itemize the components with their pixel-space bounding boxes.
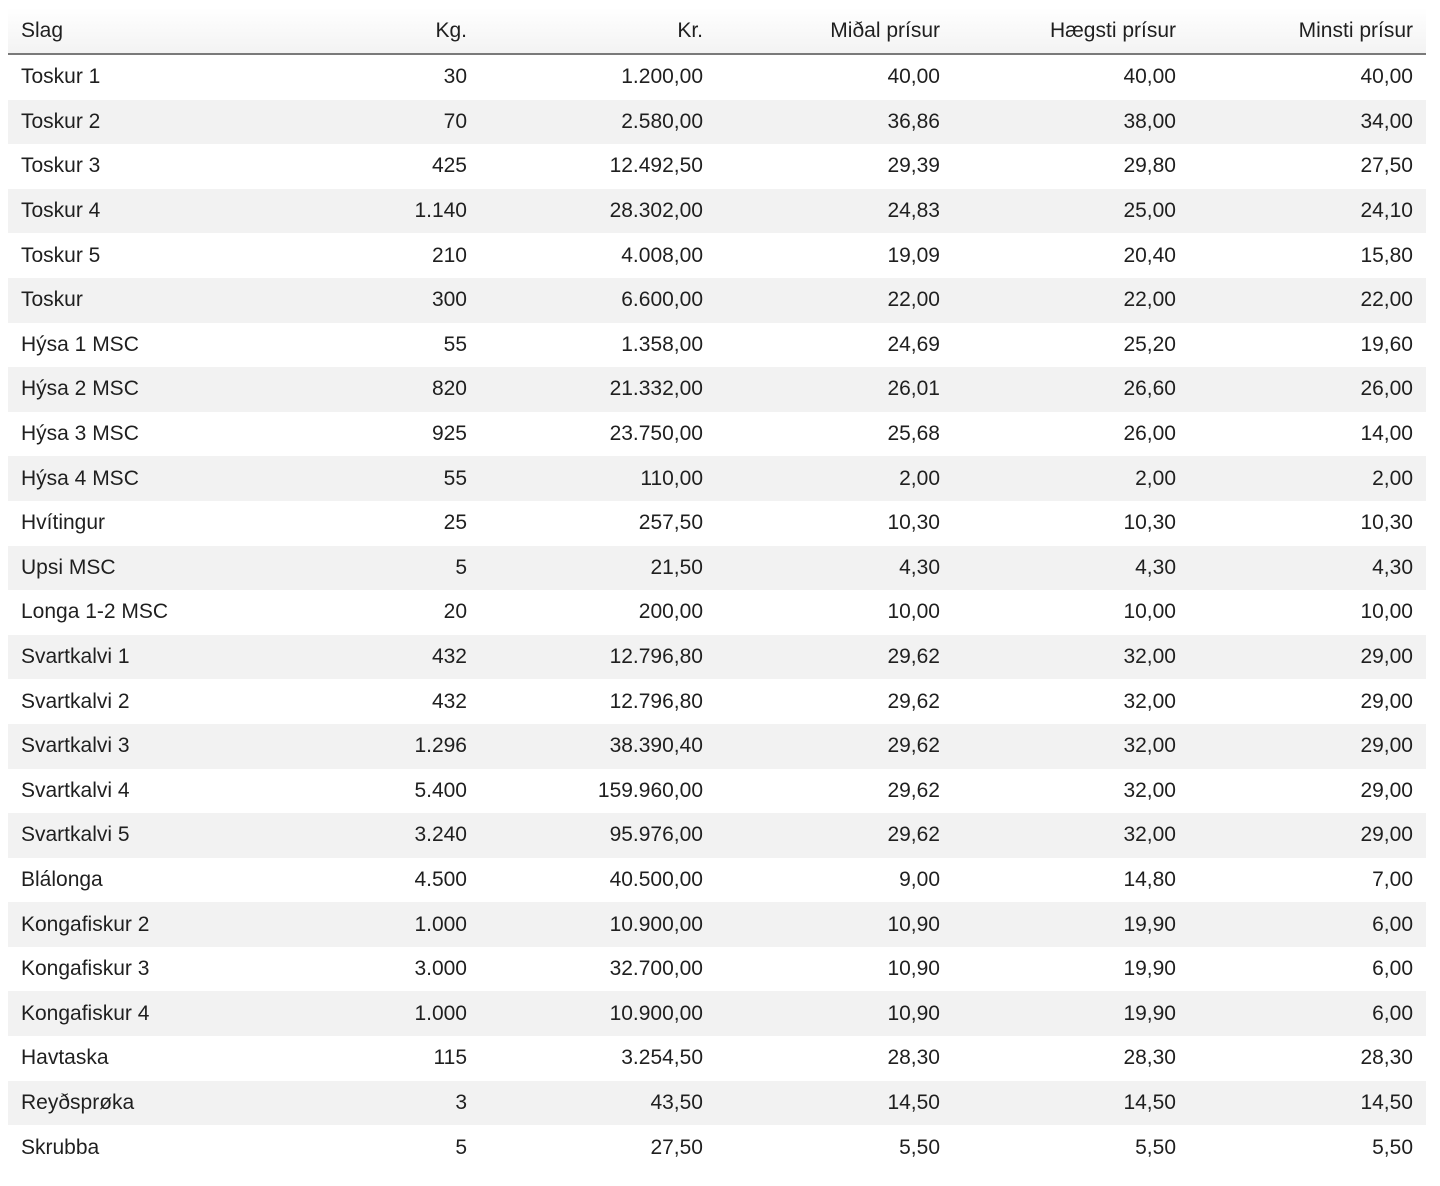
cell-kg: 20 — [443, 600, 467, 624]
table-row — [8, 100, 1426, 145]
cell-slag: Toskur 1 — [21, 65, 101, 89]
cell-kr: 159.960,00 — [597, 778, 703, 802]
cell-highest-price: 19,90 — [1123, 957, 1176, 981]
price-table-container — [8, 8, 1426, 1170]
cell-slag: Svartkalvi 3 — [8, 724, 254, 769]
cell-lowest-price: 7,00 — [1372, 867, 1413, 891]
cell-lowest-price: 6,00 — [1189, 991, 1426, 1036]
cell-average-price: 28,30 — [887, 1046, 940, 1070]
table-row — [8, 813, 1426, 858]
cell-kg: 432 — [431, 689, 467, 713]
cell-kg: 3 — [254, 1081, 480, 1126]
table-row — [8, 679, 1426, 724]
cell-kr: 12.492,50 — [609, 154, 703, 178]
cell-kg: 55 — [254, 456, 480, 501]
cell-lowest-price: 28,30 — [1360, 1046, 1413, 1070]
cell-kg: 25 — [443, 511, 467, 535]
cell-kg: 1.000 — [254, 991, 480, 1036]
table-row — [8, 456, 1426, 501]
cell-average-price: 10,00 — [887, 600, 940, 624]
cell-average-price: 36,86 — [716, 100, 953, 145]
cell-lowest-price: 15,80 — [1360, 243, 1413, 267]
cell-highest-price: 14,50 — [953, 1081, 1189, 1126]
header-row — [8, 8, 1426, 54]
cell-lowest-price: 5,50 — [1372, 1135, 1413, 1159]
cell-average-price: 26,01 — [716, 367, 953, 412]
table-row — [8, 278, 1426, 323]
cell-slag: Kongafiskur 4 — [8, 991, 254, 1036]
cell-highest-price: 20,40 — [1123, 243, 1176, 267]
cell-slag: Toskur 2 — [8, 100, 254, 145]
cell-kr: 21,50 — [480, 546, 716, 591]
table-row — [8, 1036, 1426, 1081]
cell-average-price: 19,09 — [887, 243, 940, 267]
cell-kr: 28.302,00 — [480, 189, 716, 234]
cell-lowest-price: 26,00 — [1189, 367, 1426, 412]
cell-lowest-price: 34,00 — [1189, 100, 1426, 145]
cell-lowest-price: 6,00 — [1372, 957, 1413, 981]
table-row — [8, 858, 1426, 903]
cell-slag: Longa 1-2 MSC — [21, 600, 169, 624]
cell-lowest-price: 19,60 — [1360, 332, 1413, 356]
cell-average-price: 24,83 — [716, 189, 953, 234]
price-table — [8, 8, 1426, 1170]
cell-highest-price: 38,00 — [953, 100, 1189, 145]
cell-highest-price: 28,30 — [1123, 1046, 1176, 1070]
cell-highest-price: 32,00 — [1123, 689, 1176, 713]
cell-lowest-price: 4,30 — [1189, 546, 1426, 591]
cell-slag: Svartkalvi 5 — [8, 813, 254, 858]
cell-highest-price: 22,00 — [953, 278, 1189, 323]
table-row — [8, 323, 1426, 368]
cell-kg: 425 — [431, 154, 467, 178]
cell-kr: 3.254,50 — [621, 1046, 703, 1070]
cell-kg: 55 — [443, 332, 467, 356]
cell-lowest-price: 29,00 — [1189, 724, 1426, 769]
cell-kg: 4.500 — [414, 867, 467, 891]
cell-slag: Hýsa 3 MSC — [21, 422, 139, 446]
cell-average-price: 29,62 — [716, 724, 953, 769]
cell-kg: 5 — [254, 546, 480, 591]
cell-kg: 5.400 — [414, 778, 467, 802]
cell-lowest-price: 29,00 — [1189, 635, 1426, 680]
cell-highest-price: 19,90 — [953, 991, 1189, 1036]
cell-average-price: 5,50 — [899, 1135, 940, 1159]
cell-kg: 1.000 — [254, 902, 480, 947]
cell-kr: 32.700,00 — [609, 957, 703, 981]
cell-highest-price: 32,00 — [953, 635, 1189, 680]
cell-highest-price: 25,00 — [953, 189, 1189, 234]
cell-kr: 2.580,00 — [480, 100, 716, 145]
cell-highest-price: 2,00 — [953, 456, 1189, 501]
cell-lowest-price: 6,00 — [1189, 902, 1426, 947]
column-header-kg[interactable]: Kg. — [254, 8, 480, 54]
cell-slag: Hýsa 4 MSC — [8, 456, 254, 501]
table-header — [8, 8, 1426, 54]
table-row — [8, 54, 1426, 100]
table-row — [8, 590, 1426, 635]
cell-highest-price: 10,00 — [1123, 600, 1176, 624]
cell-average-price: 29,39 — [887, 154, 940, 178]
cell-average-price: 10,90 — [887, 957, 940, 981]
cell-kr: 6.600,00 — [480, 278, 716, 323]
table-row — [8, 1125, 1426, 1170]
column-header-kr[interactable]: Kr. — [480, 8, 716, 54]
cell-kg: 5 — [455, 1135, 467, 1159]
cell-slag: Havtaska — [21, 1046, 109, 1070]
cell-average-price: 9,00 — [899, 867, 940, 891]
cell-kg: 300 — [254, 278, 480, 323]
table-row — [8, 144, 1426, 189]
cell-highest-price: 14,80 — [1123, 867, 1176, 891]
cell-highest-price: 19,90 — [953, 902, 1189, 947]
cell-slag: Upsi MSC — [8, 546, 254, 591]
cell-highest-price: 10,30 — [1123, 511, 1176, 535]
cell-average-price: 25,68 — [887, 422, 940, 446]
cell-average-price: 29,62 — [887, 778, 940, 802]
cell-highest-price: 5,50 — [1135, 1135, 1176, 1159]
cell-slag: Skrubba — [21, 1135, 100, 1159]
cell-average-price: 10,90 — [716, 991, 953, 1036]
table-row — [8, 367, 1426, 412]
cell-kg: 432 — [254, 635, 480, 680]
cell-lowest-price: 10,30 — [1360, 511, 1413, 535]
cell-average-price: 22,00 — [716, 278, 953, 323]
cell-lowest-price: 24,10 — [1189, 189, 1426, 234]
table-row — [8, 1081, 1426, 1126]
cell-kr: 40.500,00 — [609, 867, 703, 891]
cell-slag: Kongafiskur 2 — [8, 902, 254, 947]
table-row — [8, 501, 1426, 546]
cell-kr: 4.008,00 — [621, 243, 703, 267]
cell-highest-price: 32,00 — [953, 724, 1189, 769]
cell-lowest-price: 22,00 — [1189, 278, 1426, 323]
cell-slag: Toskur 4 — [8, 189, 254, 234]
cell-highest-price: 32,00 — [1123, 778, 1176, 802]
cell-kg: 1.296 — [254, 724, 480, 769]
table-row — [8, 769, 1426, 814]
cell-average-price: 40,00 — [887, 65, 940, 89]
table-row — [8, 635, 1426, 680]
cell-kg: 30 — [443, 65, 467, 89]
cell-average-price: 29,62 — [887, 689, 940, 713]
cell-kr: 38.390,40 — [480, 724, 716, 769]
cell-kg: 1.140 — [254, 189, 480, 234]
table-row — [8, 546, 1426, 591]
table-body — [8, 54, 1426, 1170]
cell-lowest-price: 29,00 — [1360, 778, 1413, 802]
column-header-highest-price[interactable]: Hægsti prísur — [953, 8, 1189, 54]
cell-kr: 10.900,00 — [480, 991, 716, 1036]
cell-highest-price: 26,60 — [953, 367, 1189, 412]
cell-kg: 3.000 — [414, 957, 467, 981]
cell-kg: 820 — [254, 367, 480, 412]
cell-kg: 3.240 — [254, 813, 480, 858]
cell-kg: 925 — [431, 422, 467, 446]
cell-lowest-price: 40,00 — [1360, 65, 1413, 89]
cell-kg: 70 — [254, 100, 480, 145]
cell-lowest-price: 29,00 — [1189, 813, 1426, 858]
cell-average-price: 14,50 — [716, 1081, 953, 1126]
table-row — [8, 412, 1426, 457]
cell-kr: 1.358,00 — [621, 332, 703, 356]
column-header-lowest-price[interactable]: Minsti prísur — [1189, 8, 1426, 54]
cell-average-price: 4,30 — [716, 546, 953, 591]
cell-average-price: 24,69 — [887, 332, 940, 356]
cell-kr: 95.976,00 — [480, 813, 716, 858]
cell-average-price: 2,00 — [716, 456, 953, 501]
cell-slag: Toskur — [8, 278, 254, 323]
cell-lowest-price: 29,00 — [1360, 689, 1413, 713]
cell-slag: Toskur 3 — [21, 154, 101, 178]
cell-kr: 257,50 — [638, 511, 703, 535]
table-row — [8, 724, 1426, 769]
table-row — [8, 189, 1426, 234]
cell-slag: Kongafiskur 3 — [21, 957, 150, 981]
cell-slag: Hýsa 2 MSC — [8, 367, 254, 412]
cell-slag: Svartkalvi 1 — [8, 635, 254, 680]
cell-slag: Svartkalvi 2 — [21, 689, 130, 713]
cell-lowest-price: 2,00 — [1189, 456, 1426, 501]
cell-slag: Reyðsprøka — [8, 1081, 254, 1126]
cell-highest-price: 25,20 — [1123, 332, 1176, 356]
cell-lowest-price: 27,50 — [1360, 154, 1413, 178]
cell-kg: 115 — [433, 1046, 467, 1070]
cell-kr: 10.900,00 — [480, 902, 716, 947]
cell-slag: Hvítingur — [21, 511, 106, 535]
cell-slag: Hýsa 1 MSC — [21, 332, 139, 356]
cell-average-price: 29,62 — [716, 635, 953, 680]
cell-kr: 43,50 — [480, 1081, 716, 1126]
column-header-average-price[interactable]: Miðal prísur — [716, 8, 953, 54]
cell-average-price: 10,90 — [716, 902, 953, 947]
cell-kr: 200,00 — [638, 600, 703, 624]
column-header-slag[interactable]: Slag — [8, 8, 254, 54]
cell-kr: 27,50 — [650, 1135, 703, 1159]
cell-slag: Svartkalvi 4 — [21, 778, 130, 802]
cell-lowest-price: 10,00 — [1360, 600, 1413, 624]
cell-average-price: 10,30 — [887, 511, 940, 535]
cell-highest-price: 26,00 — [1123, 422, 1176, 446]
cell-highest-price: 40,00 — [1123, 65, 1176, 89]
cell-lowest-price: 14,00 — [1360, 422, 1413, 446]
cell-lowest-price: 14,50 — [1189, 1081, 1426, 1126]
table-row — [8, 991, 1426, 1036]
cell-slag: Toskur 5 — [21, 243, 101, 267]
cell-highest-price: 29,80 — [1123, 154, 1176, 178]
cell-kr: 12.796,80 — [609, 689, 703, 713]
cell-kg: 210 — [431, 243, 467, 267]
cell-kr: 12.796,80 — [480, 635, 716, 680]
cell-kr: 110,00 — [480, 456, 716, 501]
cell-kr: 21.332,00 — [480, 367, 716, 412]
cell-kr: 23.750,00 — [609, 422, 703, 446]
cell-kr: 1.200,00 — [621, 65, 703, 89]
cell-slag: Blálonga — [21, 867, 103, 891]
cell-average-price: 29,62 — [716, 813, 953, 858]
table-row — [8, 947, 1426, 992]
table-row — [8, 902, 1426, 947]
cell-highest-price: 32,00 — [953, 813, 1189, 858]
cell-highest-price: 4,30 — [953, 546, 1189, 591]
table-row — [8, 233, 1426, 278]
